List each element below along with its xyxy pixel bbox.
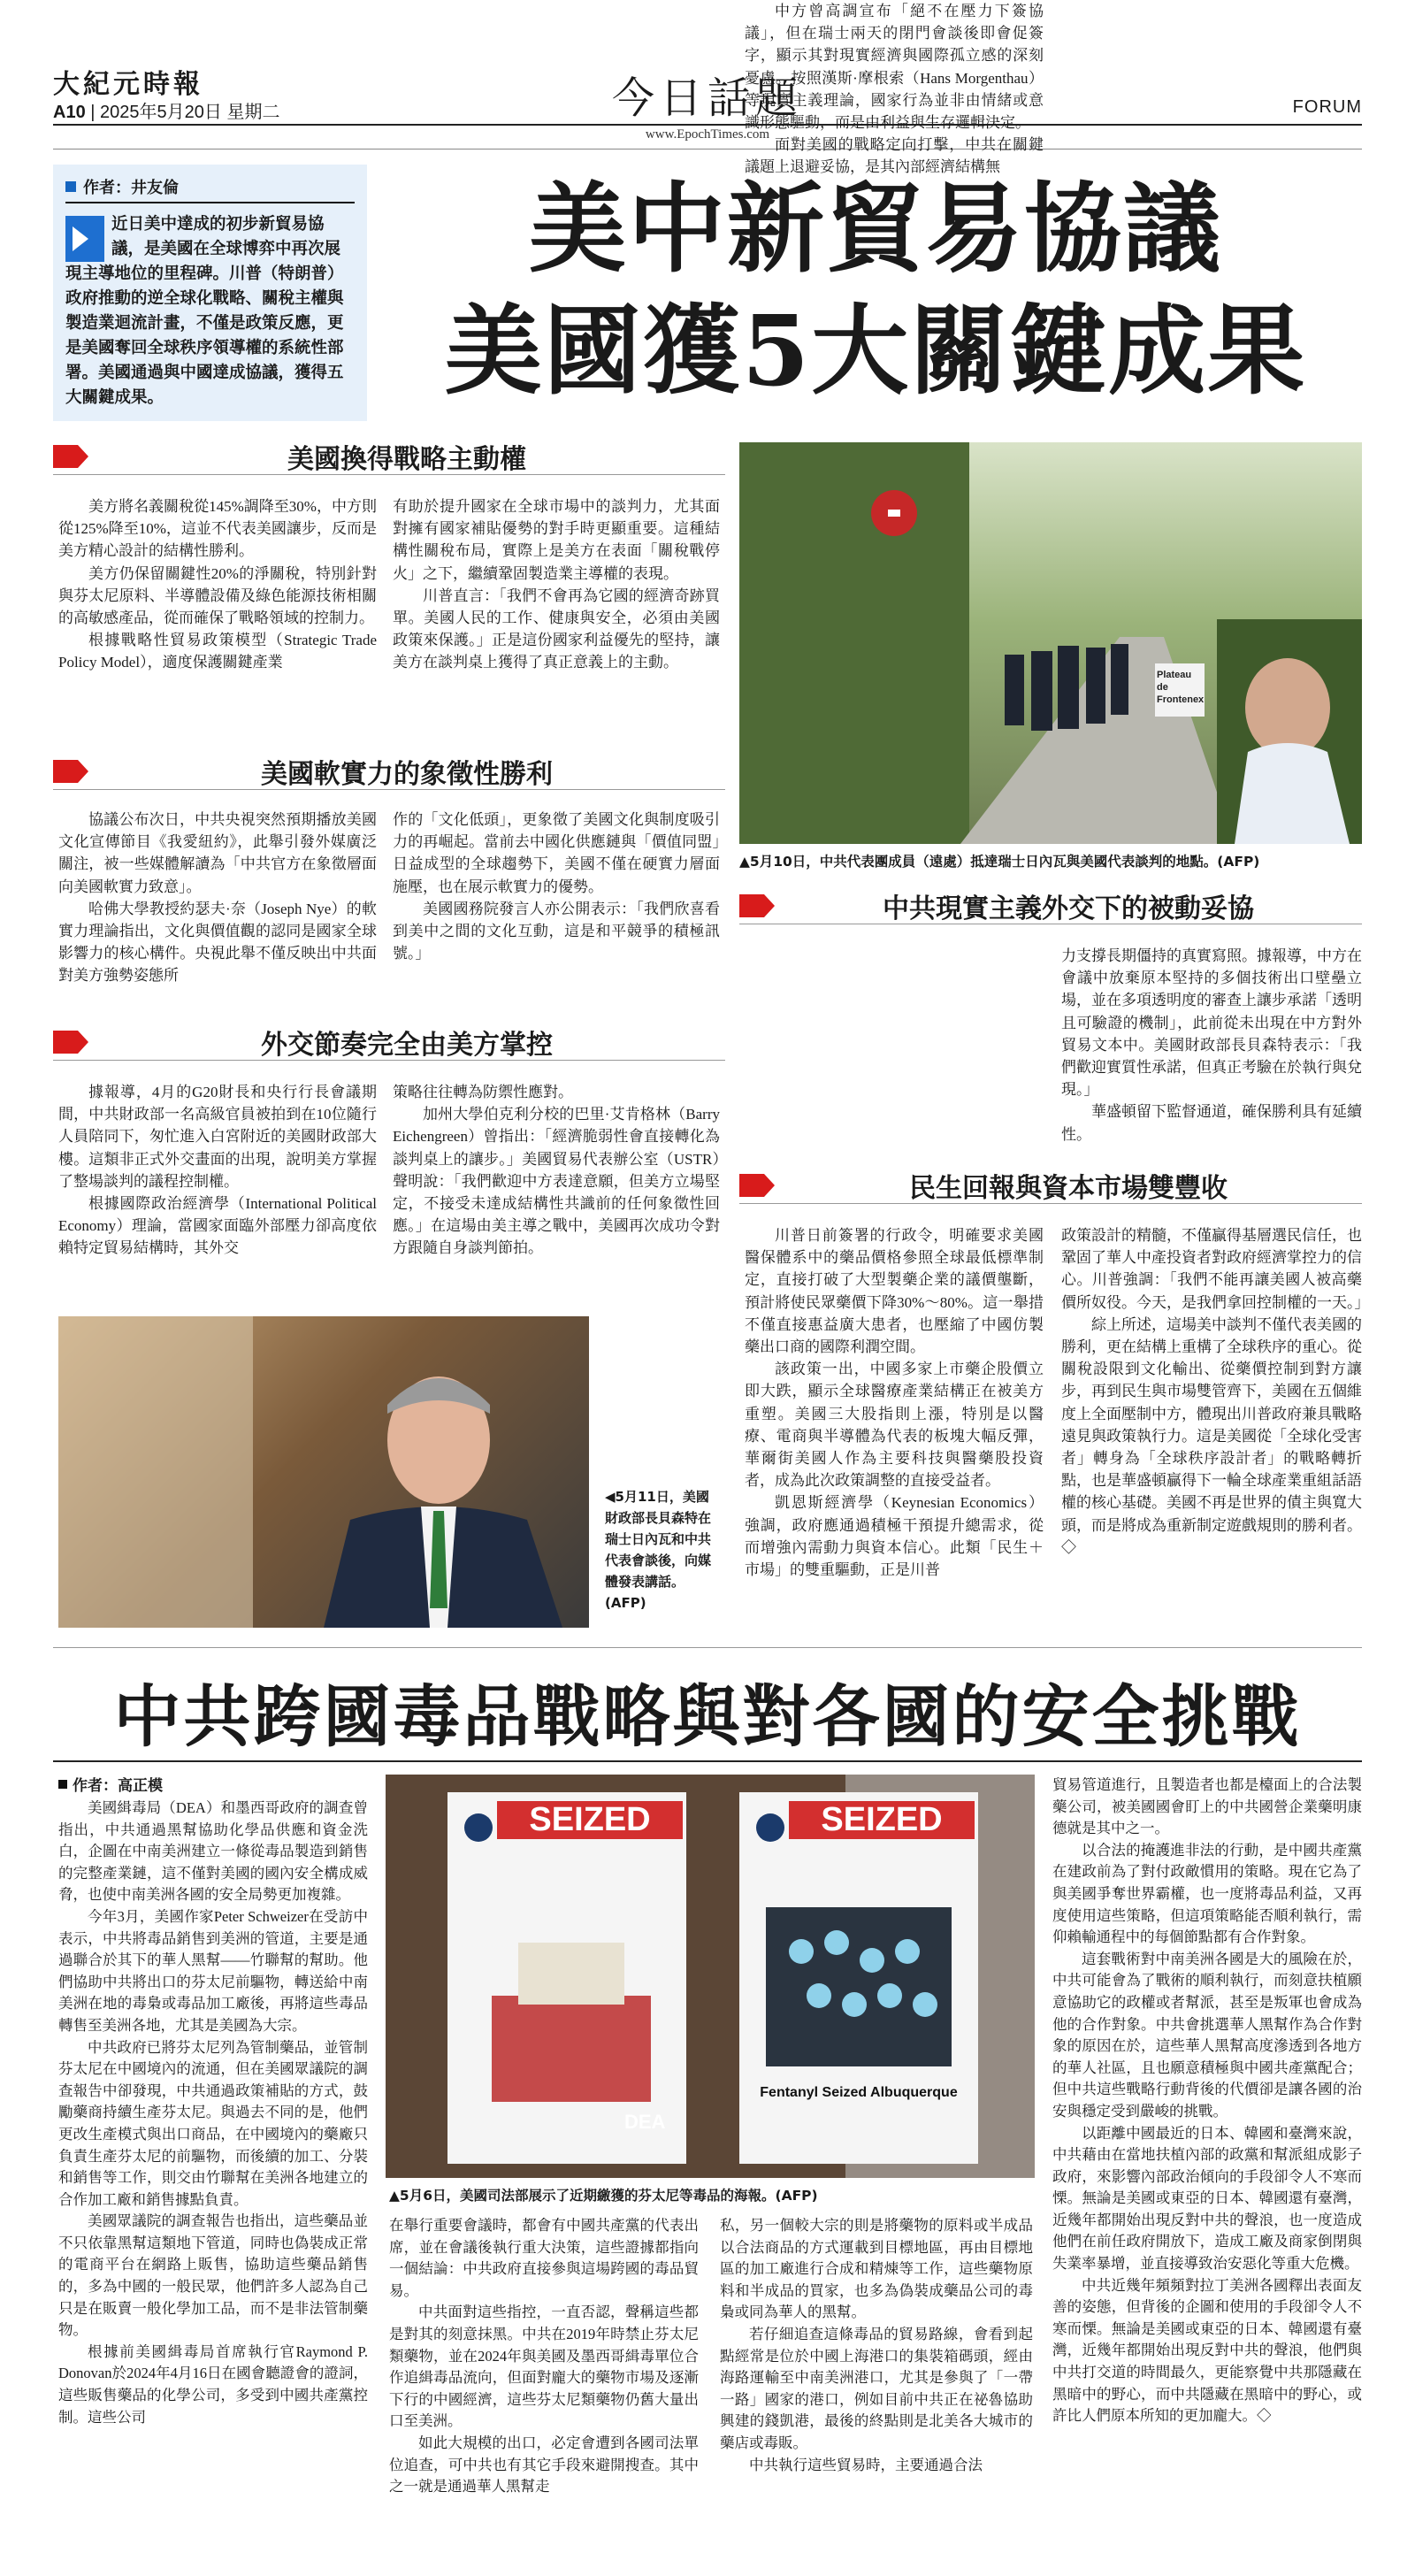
poster-caption: Fentanyl Seized Albuquerque bbox=[760, 2085, 958, 2100]
square-icon bbox=[58, 1780, 67, 1789]
square-icon bbox=[65, 181, 76, 192]
header-rule bbox=[53, 124, 1362, 126]
article-column: 力支撐長期僵持的真實寫照。據報導，中方在會議中放棄原本堅持的多個技術出口壁壘立場，並在多項透明度的審查上讓步承諾「透明且可驗證的機制」，此前從未出現在中方對外貿易文本中。美國財政部長貝森特表示：「我們歡迎實質性承諾，但真正考驗在於執行與兌現。」 華盛頓留下監督通道，確保勝利具有延續性。 bbox=[1061, 947, 1362, 1143]
article-column: 有助於提升國家在全球市場中的談判力，尤其面對擁有國家補貼優勢的對手時更顯重要。這種結構性關稅布局，實際上是美方在表面「關稅戰停火」之下，繼續鞏固製造業主導權的表現。 川普直言：「我們不會再為它國的經濟奇跡買單。美國人民的工作、健康與安全，必須由美國政策來保護。」正是這份國家利益優先的堅持，讓美方在談判桌上獲得了真正意義上的主動。 bbox=[393, 498, 720, 671]
article-column: 協議公布次日，中共央視突然預期播放美國文化宣傳節目《我愛紐約》，此舉引發外媒廣泛關注，被一些媒體解讀為「中共官方在象徵層面向美國軟實力致意」。 哈佛大學教授約瑟夫·奈（Joseph Nye）的軟實力理論指出，文化與價值觀的認同是國家全球影響力的核心構件。央視此舉不僅反映出中共面對美方強勢姿態所 bbox=[58, 811, 377, 985]
article-column: 私，另一個較大宗的則是將藥物的原料或半成品以合法商品的方式運載到目標地區，再由目標地區的加工廠進行合成和精煉等工作，這些藥物原料和半成品的買家，也多為偽裝成藥品公司的毒梟或同為華人的黑幫。 若仔細追查這條毒品的貿易路線，會看到起點經常是位於中國上海港口的集裝箱碼頭，經由海路運輸至中南美洲港口，尤其是參與了「一帶一路」國家的港口，例如目前中共正在祕魯協助興建的錢凱港，最後的終點則是北美各大城市的藥店或毒販。 中共執行這些貿易時，主要通過合法 bbox=[720, 2217, 1033, 2473]
section-heading: 美國軟實力的象徵性勝利 bbox=[53, 754, 725, 790]
author-byline: 作者：井友倫 bbox=[65, 175, 355, 203]
photo-speaker bbox=[58, 1316, 589, 1628]
street-sign: Plateau de Frontenex bbox=[1157, 670, 1205, 705]
flag-icon bbox=[739, 1174, 775, 1197]
second-headline: 中共跨國毒品戰略與對各國的安全挑戰 bbox=[113, 1677, 1302, 1756]
section-label: FORUM bbox=[1292, 97, 1362, 117]
intro-box bbox=[53, 165, 367, 421]
article-column: 美國緝毒局（DEA）和墨西哥政府的調查曾指出，中共通過黑幫協助化學品供應和資金洗白，企圖在中南美洲建立一條從毒品製造到銷售的完整產業鏈，這不僅對美國的國內安全構成威脅，也使中南美洲各國的安全局勢更加複雜。 今年3月，美國作家Peter Schweizer在受訪中表示，中共將毒品銷售到美洲的管道，主要是通過聯合於其下的華人黑幫——竹聯幫的幫助。他們協助中共將出口的芬太尼前驅物，轉送給中南美洲在地的毒梟或毒品加工廠後，再將這些毒品轉售至美洲各地，尤其是美國為大宗。 中共政府已將芬太尼列為管制藥品，並管制芬太尼在中國境內的流通，但在美國眾議院的調查報告中卻發現，中共通過政策補貼的方式，鼓勵藥商持續生產芬太尼。與過去不同的是，他們更改生產模式與出口商品，在中國境內的藥廠只負責生產芬太尼的前驅物，而後續的加工、分裝和銷售等工作，則交由竹聯幫在美洲各地建立的合作加工廠和銷售據點負責。 美國眾議院的調查報告也指出，這些藥品並不只依靠黑幫這類地下管道，同時也偽裝成正常的電商平台在網路上販售，協助這些藥品銷售的，多為中國的一般民眾，他們許多人認為自己只是在販賣一般化學加工品，而不是非法管制藥物。 根據前美國緝毒局首席執行官Raymond P. Donovan於2024年4月16日在國會聽證會的證詞，這些販售藥品的化學公司，多受到中國共產黨控制。這些公司 bbox=[58, 1799, 368, 2426]
section-title: 今日話題 bbox=[611, 73, 803, 123]
photo-caption: ◀5月11日，美國財政部長貝森特在瑞士日內瓦和中共代表會談後，向媒體發表講話。(AFP) bbox=[605, 1489, 712, 1611]
masthead: 大紀元時報 bbox=[53, 69, 203, 100]
dea-label: DEA bbox=[624, 2111, 666, 2133]
page-number: A10 bbox=[53, 103, 86, 122]
flag-icon bbox=[53, 760, 88, 783]
article-column: 作的「文化低頭」，更象徵了美國文化與制度吸引力的再崛起。當前去中國化供應鏈與「價值同盟」日益成型的全球趨勢下，美國不僅在硬實力層面施壓，也在展示軟實力的優勢。 美國國務院發言人亦公開表示：「我們欣喜看到美中之間的文化互動，這是和平競爭的積極訊號。」 bbox=[393, 811, 720, 962]
main-headline: 美中新貿易協議 美國獲5大關鍵成果 bbox=[444, 172, 1307, 408]
flag-icon bbox=[53, 1031, 88, 1054]
article-column: 策略往往轉為防禦性應對。 加州大學伯克利分校的巴里·艾肯格林（Barry Eichengreen）曾指出：「經濟脆弱性會直接轉化為談判桌上的讓步。」美國貿易代表辦公室（USTR）聲明說：「我們歡迎中方表達意願，但美方立場堅定，不接受未達成結構性共識前的任何象徵性回應。」在這場由美主導之戰中，美國再次成功令對方跟隨自身談判節拍。 bbox=[393, 1084, 720, 1257]
site-url: www.EpochTimes.com bbox=[645, 127, 770, 142]
article-column: 中方曾高調宣布「絕不在壓力下簽協議」，但在瑞士兩天的閉門會談後即會促簽字，顯示其對現實經濟與國際孤立感的深刻憂慮。按照漢斯·摩根索（Hans Morgenthau）等現實主義理論，國家行為並非由情緒或意識形態驅動，而是由利益與生存邏輯決定。 面對美國的戰略定向打擊，中共在關鍵議題上退避妥協，是其內部經濟結構無 bbox=[745, 3, 1044, 176]
issue-date: 2025年5月20日 星期二 bbox=[100, 103, 280, 122]
photo-caption: ▲5月10日，中共代表團成員（遠處）抵達瑞士日內瓦與美國代表談判的地點。(AFP) bbox=[739, 854, 1260, 870]
header-rule-thin bbox=[53, 149, 1362, 150]
section-heading: 民生回報與資本市場雙豐收 bbox=[739, 1168, 1362, 1204]
flag-icon bbox=[739, 894, 775, 917]
article-column: 據報導，4月的G20財長和央行行長會議期間，中共財政部一名高級官員被拍到在10位隨行人員陪同下，匆忙進入白宮附近的美國財政部大樓。這類非正式外交畫面的出現，說明美方掌握了整場談判的議程控制權。 根據國際政治經濟學（International Political Economy）理論，當國家面臨外部壓力卻高度依賴特定貿易結構時，其外交 bbox=[58, 1084, 377, 1257]
author-byline: 作者：高正模 bbox=[58, 1773, 163, 1795]
arrow-right-icon bbox=[65, 216, 104, 262]
intro-summary: 近日美中達成的初步新貿易協議，是美國在全球博弈中再次展現主導地位的里程碑。川普（特朗普）政府推動的逆全球化戰略、關稅主權與製造業迴流計畫，不僅是政策反應，更是美國奪回全球秩序領導權的系統性部署。美國通過與中國達成協議，獲得五大關鍵成果。 bbox=[65, 215, 344, 407]
poster-title: SEIZED bbox=[497, 1801, 683, 1839]
article-column: 美方將名義關稅從145%調降至30%，中方則從125%降至10%，這並不代表美國讓步，反而是美方精心設計的結構性勝利。 美方仍保留關鍵性20%的淨關稅，特別針對與芬太尼原料、半導體設備及綠色能源技術相關的高敏感產品，從而確保了戰略領域的控制力。 根據戰略性貿易政策模型（Strategic Trade Policy Model），適度保護關鍵產業 bbox=[58, 498, 377, 671]
poster-title: SEIZED bbox=[789, 1801, 975, 1839]
section-heading: 中共現實主義外交下的被動妥協 bbox=[739, 888, 1362, 924]
section-heading: 外交節奏完全由美方掌控 bbox=[53, 1024, 725, 1061]
article-column: 政策設計的精髓，不僅贏得基層選民信任，也鞏固了華人中產投資者對政府經濟掌控力的信心。川普強調：「我們不能再讓美國人被高藥價所奴役。今天，是我們拿回控制權的一天。」 綜上所述，這場美中談判不僅代表美國的勝利，更在結構上重構了全球秩序的重心。從關稅設限到文化輸出、從藥價控制到對方讓步，再到民生與市場雙管齊下，美國在五個維度上全面壓制中方，體現出川普政府兼具戰略遠見與政策執行力。這是美國從「全球化受害者」轉身為「全球秩序設計者」的戰略轉折點，也是華盛頓贏得下一輪全球產業重組話語權的核心基礎。美國不再是世界的債主與寬大頭，而是將成為重新制定遊戲規則的勝利者。◇ bbox=[1061, 1227, 1370, 1556]
speaker-figure bbox=[58, 1316, 589, 1628]
article-column: 貿易管道進行，且製造者也都是檯面上的合法製藥公司，被美國國會盯上的中共國營企業藥明康德就是其中之一。 以合法的掩護進非法的行動，是中國共產黨在建政前為了對付政敵慣用的策略。現在它為了與美國爭奪世界霸權，也一度將毒品利益，又再度使用這些策略，但這項策略能否順利執行，需仰賴輸通程中的每個節點都有合作對象。 這套戰術對中南美洲各國是大的風險在於，中共可能會為了戰術的順利執行，而刻意扶植願意協助它的政權或者幫派，甚至是叛軍也會成為他的合作對象。中共會挑選華人黑幫作為合作對象的原因在於，這些華人黑幫高度滲透到各地方的華人社區，且也願意積極與中國共產黨配合；但中共這些戰略行動背後的代價卻是讓各國的治安與穩定受到嚴峻的挑戰。 以距離中國最近的日本、韓國和臺灣來說，中共藉由在當地扶植內部的政黨和幫派組成影子政府，來影響內部政治傾向的手段卻令人不寒而慄。無論是美國或東亞的日本、韓國還有臺灣，近幾年都開始出現反對中共的聲浪，也一度造成他們在前任政府開放下，造成工廠及商家倒閉與失業率暴增，並直接導致治安惡化等重大危機。 中共近幾年頻頻對拉丁美洲各國釋出表面友善的姿態，但背後的企圖和使用的手段卻令人不寒而慄。無論是美國或東亞的日本、韓國還有臺灣，近幾年都開始出現反對中共的聲浪，他們與中共打交道的時間最久，更能察覺中共那隱藏在黑暗中的野心，而中共隱藏在黑暗中的野心，或許比人們原本所知的更加龐大。◇ bbox=[1052, 1776, 1362, 2425]
story-divider bbox=[53, 1647, 1362, 1648]
flag-icon bbox=[53, 445, 88, 468]
issue-line: A10 | 2025年5月20日 星期二 bbox=[53, 103, 280, 122]
photo-seized-posters bbox=[386, 1775, 1035, 2178]
article-column: 川普日前簽署的行政令，明確要求美國醫保體系中的藥品價格參照全球最低標準制定，直接打破了大型製藥企業的議價壟斷，預計將使民眾藥價下降30%～80%。這一舉措不僅直接惠益廣大患者，也壓縮了中國仿製藥出口商的國際利潤空間。 該政策一出，中國多家上市藥企股價立即大跌，顯示全球醫療產業結構正在被美方重塑。美國三大股指則上漲，特別是以醫療、電商與半導體為代表的板塊大幅反彈，華爾街美國人作為主要科技與醫藥股投資者，成為此次政策調整的直接受益者。 凱恩斯經濟學（Keynesian Economics）強調，政府應通過積極干預提升總需求，從而增強內需動力與資本信心。此類「民生＋市場」的雙重驅動，正是川普 bbox=[745, 1227, 1044, 1579]
delegation-scene bbox=[739, 442, 1362, 844]
photo-delegation bbox=[739, 442, 1362, 844]
photo-caption: ▲5月6日，美國司法部展示了近期繳獲的芬太尼等毒品的海報。(AFP) bbox=[389, 2188, 818, 2204]
section-heading: 美國換得戰略主動權 bbox=[53, 439, 725, 475]
headline-rule bbox=[53, 1760, 1362, 1762]
article-column: 在舉行重要會議時，都會有中國共產黨的代表出席，並在會議後執行重大決策，這些證據都指向一個結論：中共政府直接參與這場跨國的毒品貿易。 中共面對這些指控，一直否認，聲稱這些都是對其的刻意抹黑。中共在2019年時禁止芬太尼類藥物，並在2024年與美國及墨西哥緝毒單位合作追緝毒品流向，但面對龐大的藥物市場及逐漸下行的中國經濟，這些芬太尼類藥物仍舊大量出口至美洲。 如此大規模的出口，必定會遭到各國司法單位追查，可中共也有其它手段來避開搜查。其中之一就是通過華人黑幫走 bbox=[389, 2217, 699, 2496]
